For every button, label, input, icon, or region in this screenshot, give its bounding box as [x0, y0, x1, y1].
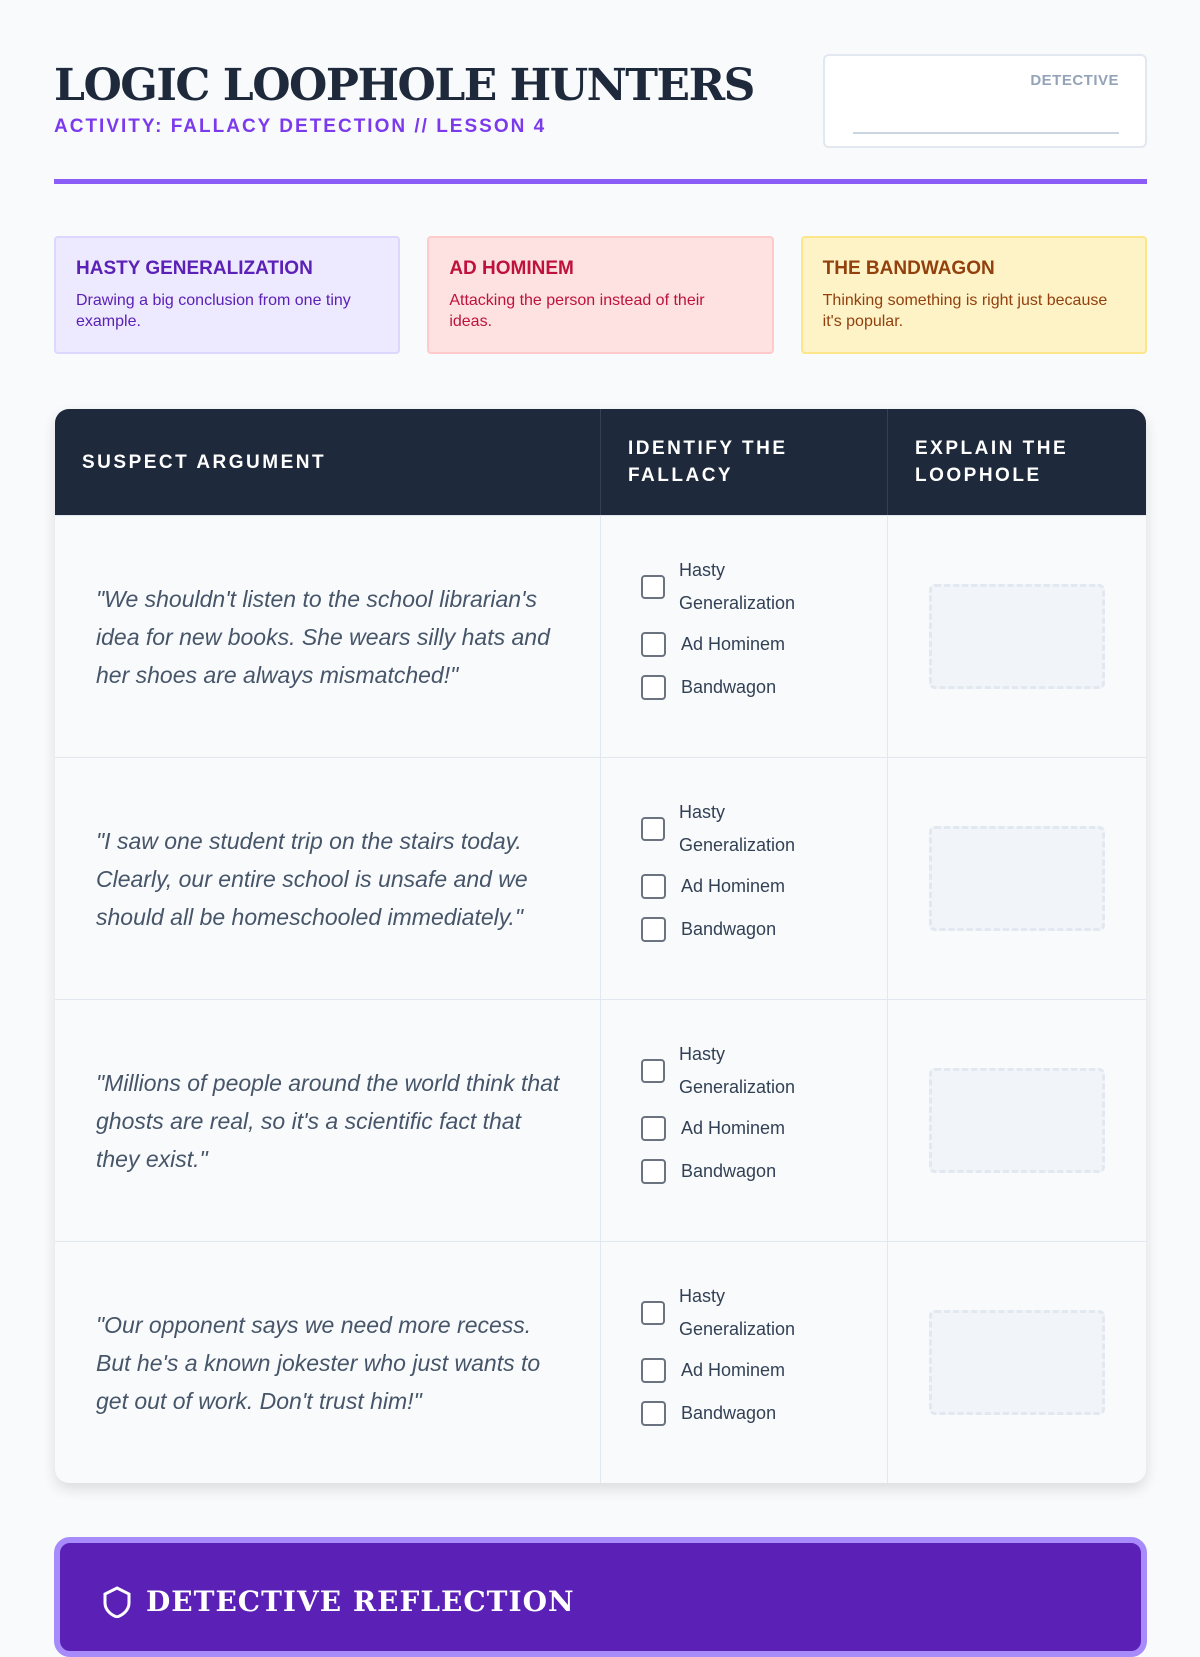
option-ad-hominem[interactable] — [641, 1116, 887, 1141]
argument-table — [55, 409, 1146, 1483]
option-hasty-generalization[interactable] — [641, 554, 887, 620]
option-label: Ad Hominem — [681, 634, 786, 654]
option-label: Ad Hominem — [681, 876, 786, 896]
checkbox[interactable] — [641, 874, 666, 899]
option-hasty-generalization[interactable] — [641, 1038, 887, 1104]
table-row — [55, 1241, 1146, 1483]
page-subtitle: ACTIVITY: FALLACY DETECTION // LESSON 4 — [54, 116, 547, 137]
card-bandwagon — [801, 236, 1147, 354]
fallacy-options — [601, 516, 888, 757]
fallacy-cards — [54, 236, 1147, 354]
option-label: Hasty Generalization — [679, 560, 796, 613]
reflection-title: DETECTIVE REFLECTION — [146, 1585, 575, 1618]
card-desc: Attacking the person instead of their ideas. — [449, 292, 705, 330]
card-hasty-generalization — [54, 236, 400, 354]
suspect-argument: "I saw one student trip on the stairs today. Clearly, our entire school is unsafe and we should all be homeschooled immediately." — [55, 758, 601, 999]
shield-icon — [102, 1586, 132, 1618]
option-ad-hominem[interactable] — [641, 874, 887, 899]
detective-reflection-section — [54, 1537, 1147, 1657]
checkbox[interactable] — [641, 1116, 666, 1141]
option-label: Bandwagon — [681, 1161, 777, 1181]
card-title: AD HOMINEM — [449, 258, 574, 279]
card-ad-hominem — [427, 236, 773, 354]
suspect-argument: "Our opponent says we need more recess. But he's a known jokester who just wants to get out of work. Don't trust him!" — [55, 1242, 601, 1483]
option-label: Bandwagon — [681, 677, 777, 697]
detective-label: DETECTIVE — [1030, 72, 1119, 89]
option-label: Hasty Generalization — [679, 1044, 796, 1097]
option-label: Bandwagon — [681, 1403, 777, 1423]
name-line — [853, 132, 1119, 134]
option-bandwagon[interactable] — [641, 1401, 887, 1426]
card-desc: Thinking something is right just because it's popular. — [822, 292, 1108, 330]
checkbox[interactable] — [641, 817, 665, 841]
option-label: Hasty Generalization — [679, 1286, 796, 1339]
option-ad-hominem[interactable] — [641, 1358, 887, 1383]
table-row — [55, 515, 1146, 757]
checkbox[interactable] — [641, 675, 666, 700]
header-explain-loophole: EXPLAIN THE LOOPHOLE — [915, 438, 1069, 486]
checkbox[interactable] — [641, 632, 666, 657]
checkbox[interactable] — [641, 1059, 665, 1083]
option-ad-hominem[interactable] — [641, 632, 887, 657]
option-label: Ad Hominem — [681, 1360, 786, 1380]
option-label: Ad Hominem — [681, 1118, 786, 1138]
table-header — [55, 409, 1146, 515]
option-bandwagon[interactable] — [641, 917, 887, 942]
header-suspect-argument: SUSPECT ARGUMENT — [55, 409, 601, 515]
explain-cell — [888, 516, 1146, 757]
page-title: LOGIC LOOPHOLE HUNTERS — [54, 60, 754, 111]
card-title: HASTY GENERALIZATION — [76, 258, 313, 279]
option-bandwagon[interactable] — [641, 675, 887, 700]
explanation-input[interactable] — [929, 826, 1105, 931]
explain-cell — [888, 758, 1146, 999]
checkbox[interactable] — [641, 1159, 666, 1184]
explanation-input[interactable] — [929, 1310, 1105, 1415]
checkbox[interactable] — [641, 575, 665, 599]
suspect-argument: "We shouldn't listen to the school librarian's idea for new books. She wears silly hats and her shoes are always mismatched!" — [55, 516, 601, 757]
checkbox[interactable] — [641, 1301, 665, 1325]
fallacy-options — [601, 1000, 888, 1241]
option-hasty-generalization[interactable] — [641, 796, 887, 862]
option-label: Bandwagon — [681, 919, 777, 939]
checkbox[interactable] — [641, 917, 666, 942]
explain-cell — [888, 1242, 1146, 1483]
fallacy-options — [601, 1242, 888, 1483]
page-header — [54, 54, 1147, 184]
explanation-input[interactable] — [929, 584, 1105, 689]
suspect-argument: "Millions of people around the world think that ghosts are real, so it's a scientific fact that they exist." — [55, 1000, 601, 1241]
table-row — [55, 757, 1146, 999]
card-desc: Drawing a big conclusion from one tiny example. — [76, 292, 351, 330]
option-label: Hasty Generalization — [679, 802, 796, 855]
checkbox[interactable] — [641, 1358, 666, 1383]
card-title: THE BANDWAGON — [822, 258, 995, 279]
explain-cell — [888, 1000, 1146, 1241]
header-identify-fallacy: IDENTIFY THE FALLACY — [601, 409, 888, 515]
option-bandwagon[interactable] — [641, 1159, 887, 1184]
table-row — [55, 999, 1146, 1241]
option-hasty-generalization[interactable] — [641, 1280, 887, 1346]
detective-name-field[interactable] — [823, 54, 1147, 148]
explanation-input[interactable] — [929, 1068, 1105, 1173]
fallacy-options — [601, 758, 888, 999]
checkbox[interactable] — [641, 1401, 666, 1426]
